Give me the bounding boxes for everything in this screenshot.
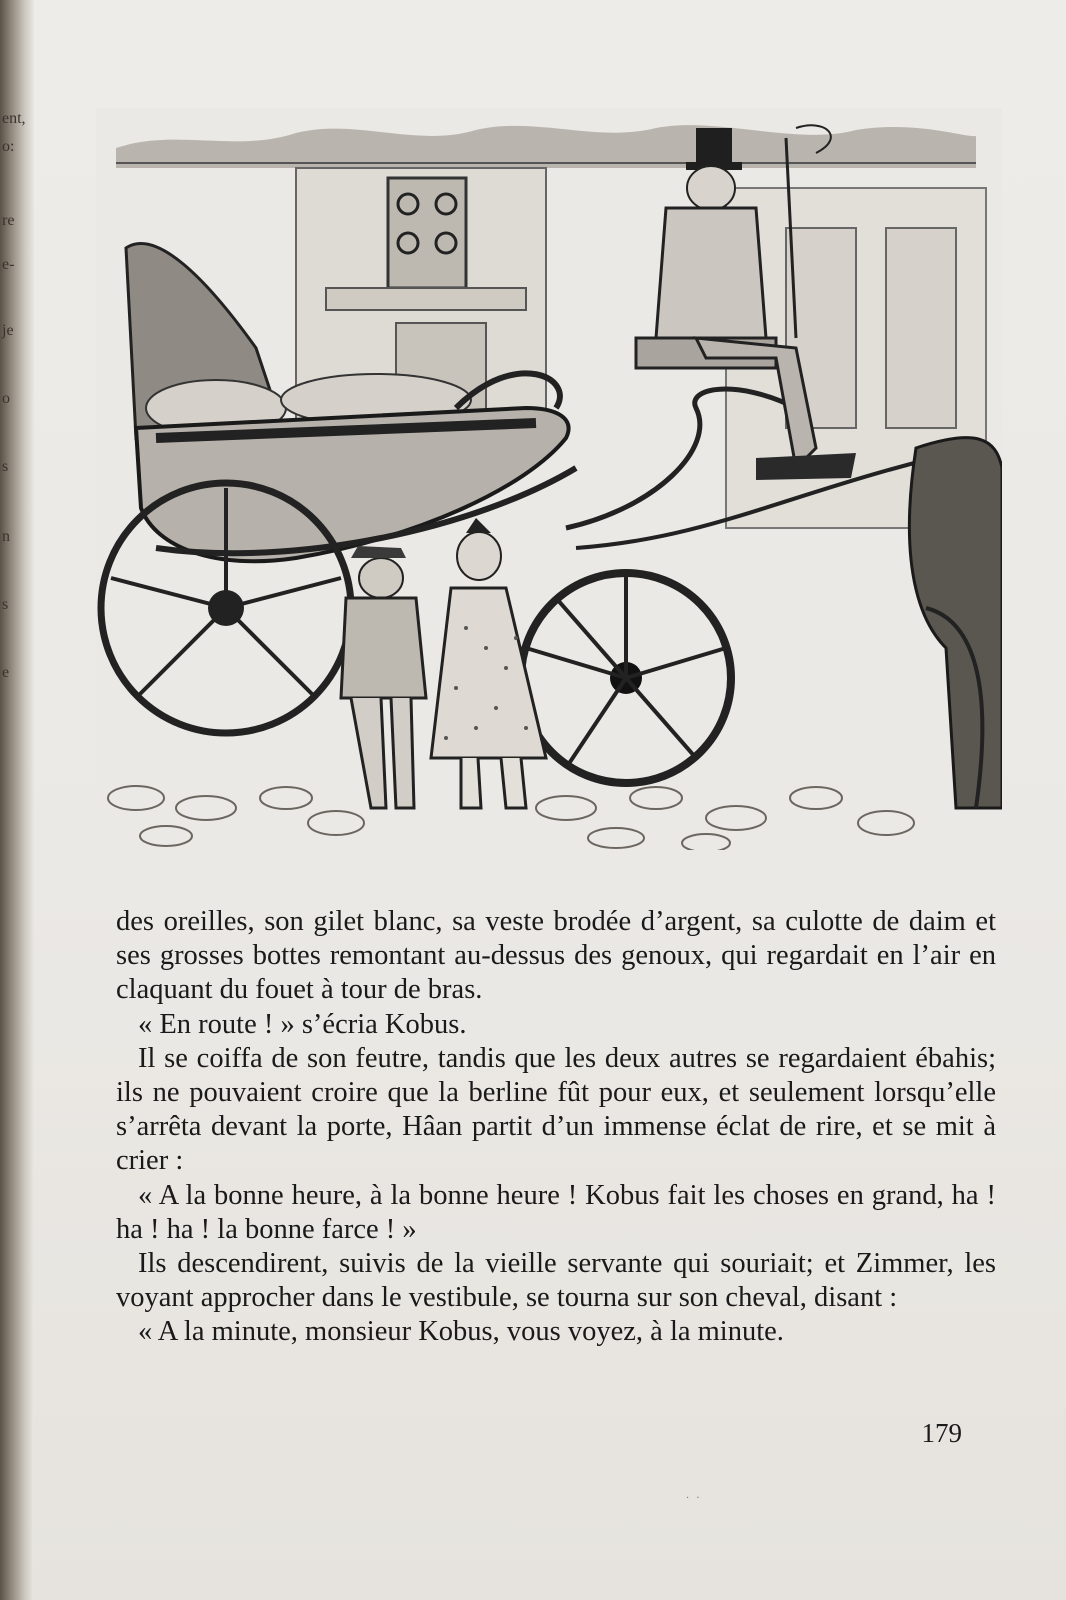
gutter-text-fragment: s [2, 458, 9, 475]
paragraph: Il se coiffa de son feutre, tandis que les deux autres se regardaient ébahis; ils ne pouvaient croire que la berline fût pour eux, et seulement lorsqu’elle s’arrêta devant la porte, Hâan partit d’un immense éclat de rire, et se mit à crier : [116, 1042, 996, 1177]
paragraph: des oreilles, son gilet blanc, sa veste brodée d’argent, sa culotte de daim et ses grosses bottes remontant au-dessus des genoux, qui regardait en l’air en claquant du fouet à tour de bras. [116, 906, 996, 1006]
gutter-text-fragment: o: [2, 138, 15, 155]
gutter-text-fragment: o [2, 390, 10, 407]
gutter-text-fragment: n [2, 528, 10, 545]
paragraph: « A la minute, monsieur Kobus, vous voyez, à la minute. [138, 1316, 784, 1348]
gutter-text-fragment: e- [2, 256, 15, 273]
body-text [116, 905, 996, 1350]
gutter-text-fragment: re [2, 212, 15, 229]
left-page-gutter [0, 0, 34, 1600]
paragraph: « En route ! » s’écria Kobus. [138, 1008, 467, 1040]
page-number: 179 [921, 1418, 962, 1448]
book-page [34, 0, 1066, 1600]
paragraph: « A la bonne heure, à la bonne heure ! Kobus fait les choses en grand, ha ! ha ! ha ! la bonne farce ! » [116, 1179, 996, 1245]
gutter-text-fragment: s [2, 596, 9, 613]
gutter-text-fragment: ent, [2, 110, 26, 127]
carriage-illustration [96, 108, 1002, 850]
gutter-text-fragment: e [2, 664, 10, 681]
gutter-text-fragment: je [2, 322, 14, 339]
paragraph: Ils descendirent, suivis de la vieille servante qui souriait; et Zimmer, les voyant approcher dans le vestibule, se tourna sur son cheval, disant : [116, 1248, 996, 1314]
paper-speck: · · [686, 1493, 702, 1504]
